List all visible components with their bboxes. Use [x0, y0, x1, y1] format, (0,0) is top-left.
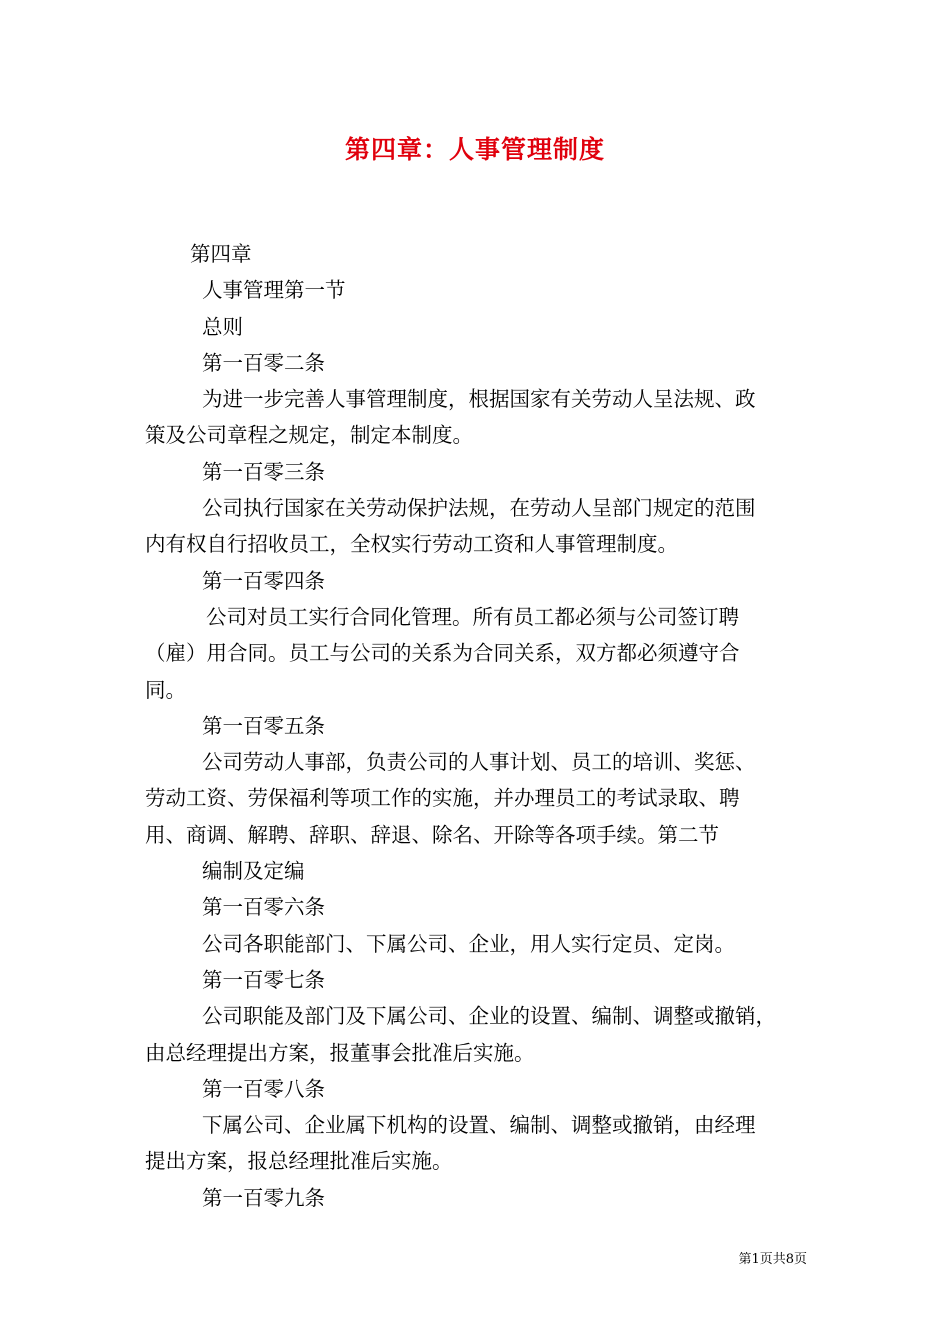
section-title: 总则	[202, 314, 243, 339]
section-heading: 人事管理第一节	[202, 278, 346, 303]
article-heading: 第一百零七条	[202, 967, 325, 992]
page-number-footer: 第1页共8页	[738, 1252, 807, 1267]
paragraph-line: 内有权自行招收员工，全权实行劳动工资和人事管理制度。	[145, 532, 678, 557]
paragraph-line: 公司对员工实行合同化管理。所有员工都必须与公司签订聘	[206, 604, 739, 629]
paragraph-line: 用、商调、解聘、辞职、辞退、除名、开除等各项手续。第二节	[145, 822, 719, 847]
document-body	[145, 236, 810, 1216]
paragraph-line: 同。	[145, 677, 186, 702]
paragraph-line: 下属公司、企业属下机构的设置、编制、调整或撤销，由经理	[202, 1113, 756, 1138]
article-heading: 第一百零九条	[202, 1185, 325, 1210]
article-heading: 第一百零五条	[202, 713, 325, 738]
paragraph-line: 提出方案，报总经理批准后实施。	[145, 1149, 453, 1174]
paragraph-line: 公司执行国家在关劳动保护法规，在劳动人呈部门规定的范围	[202, 496, 756, 521]
paragraph-line: 由总经理提出方案，报董事会批准后实施。	[145, 1040, 535, 1065]
paragraph-line: 公司各职能部门、下属公司、企业，用人实行定员、定岗。	[202, 931, 735, 956]
paragraph-line: 为进一步完善人事管理制度，根据国家有关劳动人呈法规、政	[202, 387, 756, 412]
article-heading: 第一百零二条	[202, 350, 325, 375]
article-heading: 第一百零六条	[202, 895, 325, 920]
chapter-heading: 第四章	[190, 242, 252, 266]
document-title: 第四章：人事管理制度	[344, 135, 605, 164]
section-title: 编制及定编	[202, 859, 305, 884]
article-heading: 第一百零八条	[202, 1076, 325, 1101]
paragraph-line: （雇）用合同。员工与公司的关系为合同关系，双方都必须遵守合	[145, 641, 740, 666]
paragraph-line: 劳动工资、劳保福利等项工作的实施，并办理员工的考试录取、聘	[145, 786, 740, 811]
paragraph-line: 策及公司章程之规定，制定本制度。	[145, 423, 473, 448]
paragraph-line: 公司职能及部门及下属公司、企业的设置、编制、调整或撤销，	[202, 1004, 776, 1029]
article-heading: 第一百零三条	[202, 459, 325, 484]
article-heading: 第一百零四条	[202, 568, 325, 593]
paragraph-line: 公司劳动人事部，负责公司的人事计划、员工的培训、奖惩、	[202, 750, 756, 775]
